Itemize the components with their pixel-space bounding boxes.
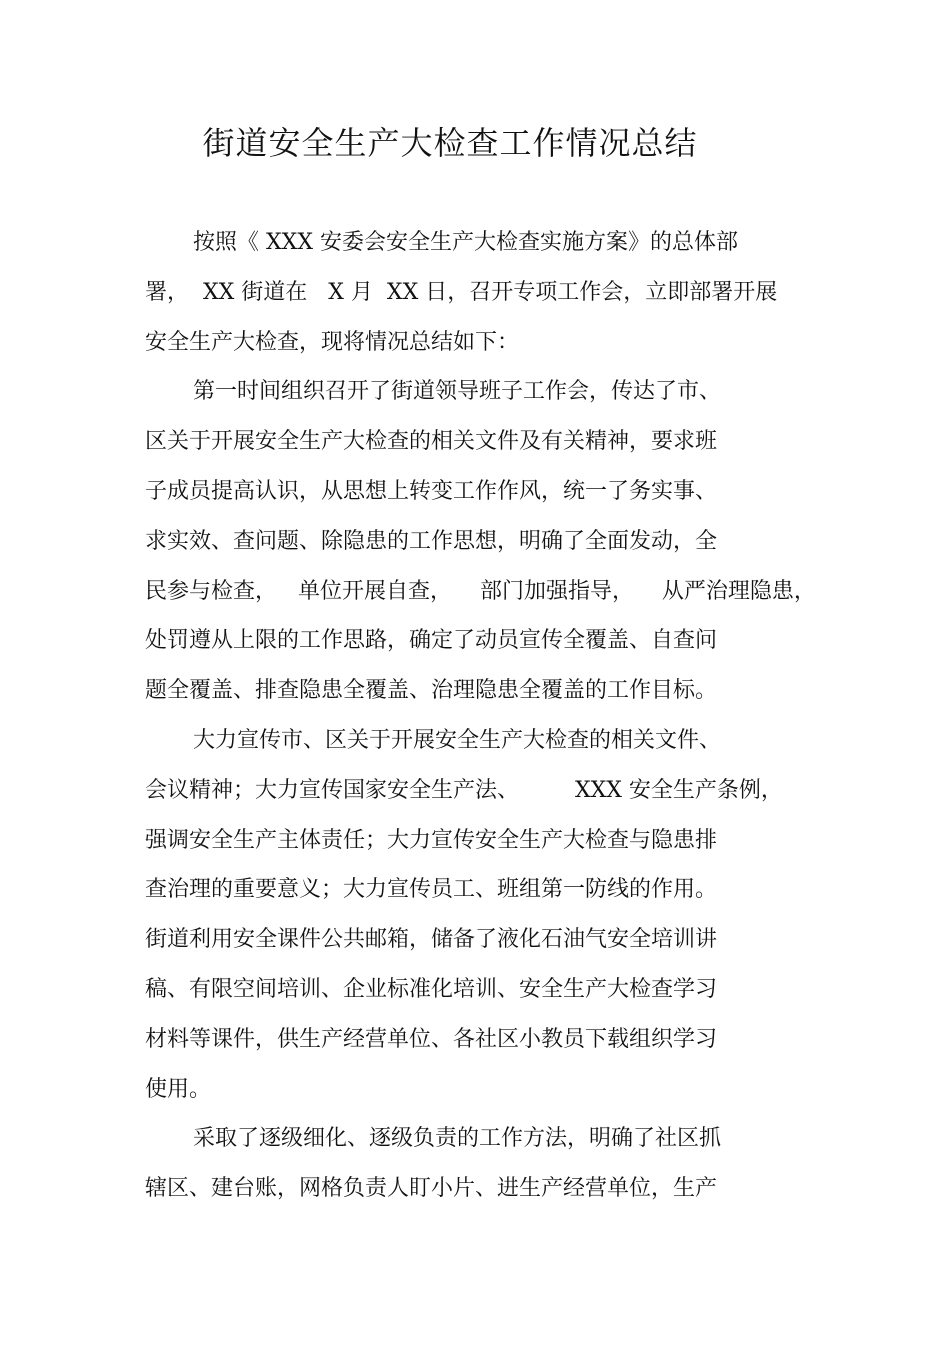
- text-line: 街道利用安全课件公共邮箱，储备了液化石油气安全培训讲: [145, 927, 718, 953]
- text-line: 材料等课件，供生产经营单位、各社区小教员下载组织学习: [145, 1026, 718, 1052]
- document-body: [145, 218, 816, 1214]
- text-line: 安全生产大检查，现将情况总结如下：: [145, 329, 520, 355]
- text-line: 稿、有限空间培训、企业标准化培训、安全生产大检查学习: [145, 976, 718, 1002]
- text-line: 处罚遵从上限的工作思路，确定了动员宣传全覆盖、自查问: [145, 628, 718, 654]
- text-line: 采取了逐级细化、逐级负责的工作方法，明确了社区抓: [193, 1126, 722, 1152]
- text-line: 查治理的重要意义；大力宣传员工、班组第一防线的作用。: [145, 877, 718, 903]
- text-line: 大力宣传市、区关于开展安全生产大检查的相关文件、: [193, 727, 722, 753]
- text-line: 子成员提高认识，从思想上转变工作作风，统一了务实事、: [145, 478, 718, 504]
- text-line: 求实效、查问题、除隐患的工作思想，明确了全面发动，全: [145, 528, 718, 554]
- text-line: 第一时间组织召开了街道领导班子工作会，传达了市、: [193, 379, 722, 405]
- text-line: 区关于开展安全生产大检查的相关文件及有关精神，要求班: [145, 429, 718, 455]
- text-line: 题全覆盖、排查隐患全覆盖、治理隐患全覆盖的工作目标。: [145, 678, 718, 704]
- text-line: 署， XX 街道在 X 月 XX 日，召开专项工作会，立即部署开展: [145, 279, 778, 305]
- text-line: 会议精神；大力宣传国家安全生产法、 XXX 安全生产条例，: [145, 777, 783, 803]
- text-line: 民参与检查， 单位开展自查， 部门加强指导， 从严治理隐患，: [145, 578, 816, 604]
- text-line: 辖区、建台账，网格负责人盯小片、进生产经营单位，生产: [145, 1176, 718, 1202]
- text-line: 使用。: [145, 1076, 212, 1102]
- text-line: 强调安全生产主体责任；大力宣传安全生产大检查与隐患排: [145, 827, 718, 853]
- document-title: 街道安全生产大检查工作情况总结: [202, 124, 698, 162]
- text-line: 按照《 XXX 安委会安全生产大检查实施方案》的总体部: [193, 230, 738, 255]
